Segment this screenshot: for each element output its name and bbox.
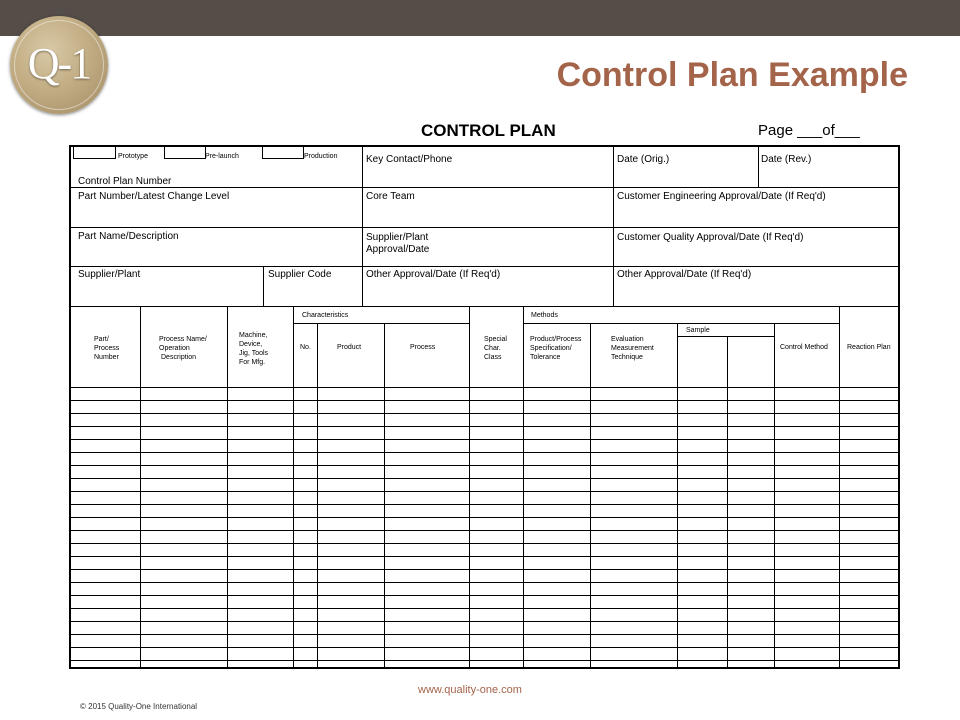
col-process-line3: Description [161,354,197,361]
table-row[interactable] [71,426,900,427]
col-special-line3: Class [484,354,502,361]
field-supplier-code[interactable]: Supplier Code [268,269,332,280]
col-machine-line3: Jig, Tools [239,350,269,357]
table-row[interactable] [71,543,900,544]
col-evaluation-line1: Evaluation [611,336,644,343]
table-row[interactable] [71,478,900,479]
field-other-approval-2[interactable]: Other Approval/Date (If Req'd) [617,269,752,280]
header-divider [362,147,363,306]
page-number-label: Page ___of___ [758,122,860,139]
table-row[interactable] [71,608,900,609]
table-row[interactable] [71,569,900,570]
col-methods: Methods [531,312,558,319]
field-customer-engineering-approval[interactable]: Customer Engineering Approval/Date (If Req'd) [617,191,826,202]
col-product: Product [337,344,362,351]
col-process: Process [410,344,436,351]
col-product-spec-line1: Product/Process [530,336,582,343]
table-row[interactable] [71,647,900,648]
table-row[interactable] [71,387,900,388]
field-supplier-plant-approval-line2: Approval/Date [366,244,430,255]
col-control-method: Control Method [780,344,828,351]
column-divider [317,323,318,387]
table-row[interactable] [71,660,900,661]
field-supplier-plant[interactable]: Supplier/Plant [78,269,141,280]
col-machine-line4: For Mfg. [239,359,266,366]
table-row[interactable] [71,491,900,492]
table-row[interactable] [71,634,900,635]
column-divider [293,306,294,669]
field-key-contact[interactable]: Key Contact/Phone [366,154,453,165]
column-divider [774,323,775,387]
column-divider [384,387,385,669]
field-core-team[interactable]: Core Team [366,191,415,202]
table-row[interactable] [71,530,900,531]
table-row[interactable] [71,400,900,401]
col-sample: Sample [686,327,710,334]
footer-url-link[interactable]: www.quality-one.com [418,684,522,696]
copyright-notice: © 2015 Quality-One International [80,702,198,711]
header-rule [71,266,900,267]
column-divider [839,306,840,669]
label-prototype: Prototype [118,153,148,160]
col-special-line1: Special [484,336,507,343]
column-divider [227,306,228,669]
top-bar [0,0,960,36]
col-characteristics: Characteristics [302,312,349,319]
column-divider [317,387,318,669]
header-rule [71,227,900,228]
column-divider [727,336,728,387]
col-evaluation-line3: Technique [611,354,643,361]
checkbox-pre-launch[interactable] [164,147,206,159]
table-row[interactable] [71,465,900,466]
table-row[interactable] [71,556,900,557]
field-supplier-plant-approval-line1[interactable]: Supplier/Plant [366,232,429,243]
header-divider [263,266,264,306]
column-divider [590,387,591,669]
field-other-approval-1[interactable]: Other Approval/Date (If Req'd) [366,269,501,280]
field-date-orig[interactable]: Date (Orig.) [617,154,670,165]
col-product-spec-line3: Tolerance [530,354,561,361]
col-no: No. [300,344,311,351]
column-divider [677,387,678,669]
col-machine-line2: Device, [239,341,263,348]
col-part-line2: Process [94,345,120,352]
form-title: CONTROL PLAN [421,121,556,140]
column-divider [523,306,524,669]
table-row[interactable] [71,621,900,622]
col-part-line3: Number [94,354,119,361]
company-logo [10,16,108,114]
table-row[interactable] [71,439,900,440]
label-production: Production [304,153,338,160]
header-divider [613,147,614,306]
col-part-line1: Part/ [94,336,109,343]
checkbox-production[interactable] [262,147,304,159]
slide-title: Control Plan Example [556,56,908,94]
table-row[interactable] [71,595,900,596]
table-row[interactable] [71,452,900,453]
header-divider [758,147,759,187]
col-evaluation-line2: Measurement [611,345,654,352]
column-divider [774,387,775,669]
field-part-number[interactable]: Part Number/Latest Change Level [78,191,230,202]
column-divider [590,323,591,387]
col-process-line2: Operation [159,345,190,352]
column-divider [384,323,385,387]
field-date-rev[interactable]: Date (Rev.) [761,154,812,165]
col-special-line2: Char. [484,345,501,352]
col-product-spec-line2: Specification/ [530,345,572,352]
column-divider [140,306,141,669]
table-row[interactable] [71,413,900,414]
header-rule [71,187,900,188]
sample-rule [677,336,774,337]
header-rule [71,306,900,307]
col-process-line1: Process Name/ [159,336,207,343]
col-machine-line1: Machine, [239,332,268,339]
col-reaction-plan: Reaction Plan [847,344,891,351]
table-row[interactable] [71,582,900,583]
table-row[interactable] [71,504,900,505]
field-control-plan-number[interactable]: Control Plan Number [78,176,172,187]
label-pre-launch: Pre-launch [205,153,239,160]
methods-rule [523,323,839,324]
table-row[interactable] [71,517,900,518]
characteristics-rule [293,323,469,324]
column-divider [727,387,728,669]
column-divider [677,323,678,387]
logo-text: Q-1 [27,39,91,88]
checkbox-prototype[interactable] [73,147,116,159]
field-part-name[interactable]: Part Name/Description [78,231,179,242]
column-divider [469,306,470,669]
control-plan-form [69,145,900,669]
field-customer-quality-approval[interactable]: Customer Quality Approval/Date (If Req'd) [617,232,804,243]
